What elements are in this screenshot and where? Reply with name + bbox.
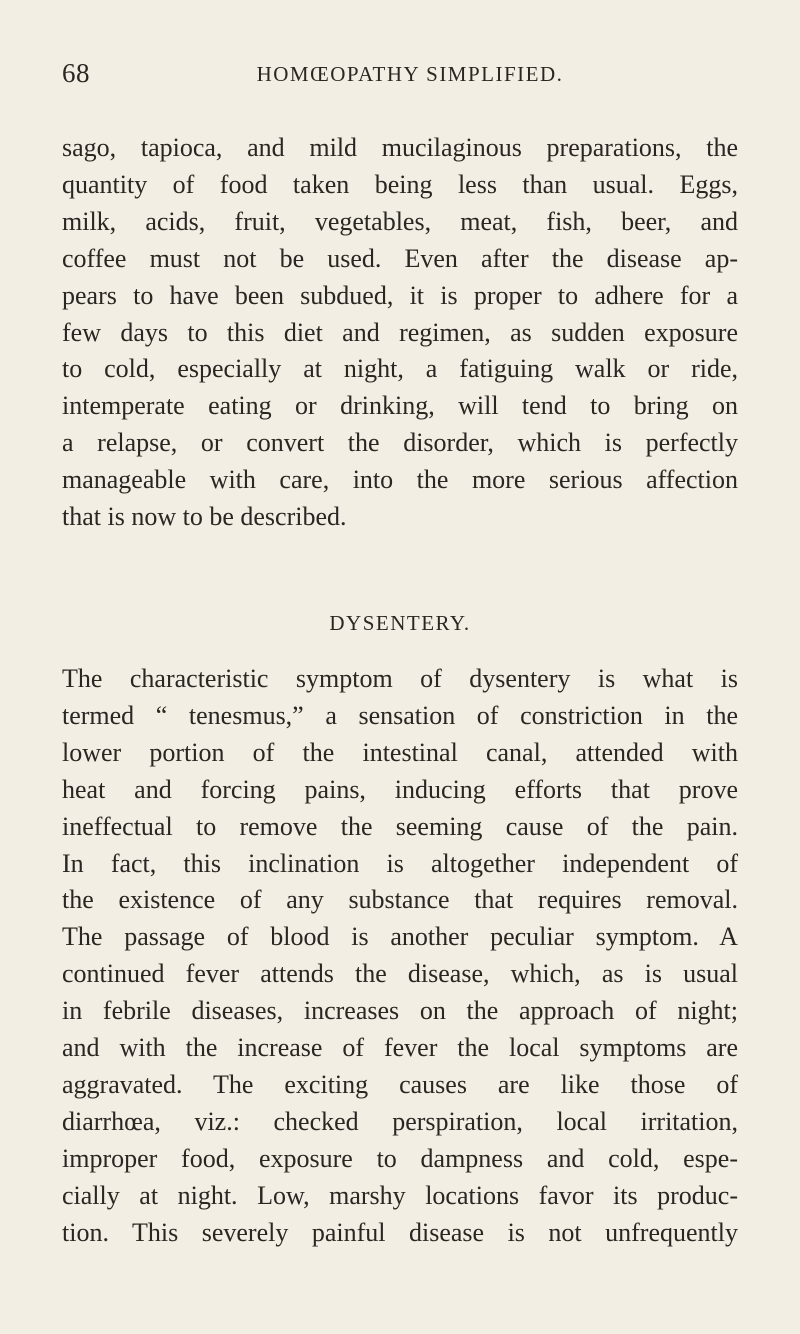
text-line: improper food, exposure to dampness and cold, espe- — [62, 1143, 738, 1173]
text-line: lower portion of the intestinal canal, attended with — [62, 737, 738, 767]
running-title: HOMŒOPATHY SIMPLIFIED. — [256, 62, 564, 86]
text-line: continued fever attends the disease, which, as is usual — [62, 959, 738, 989]
text-line: that is now to be described. — [62, 502, 347, 532]
text-line: cially at night. Low, marshy locations favor its produc- — [62, 1180, 738, 1210]
text-line: manageable with care, into the more serious affection — [62, 465, 738, 495]
page-number: 68 — [62, 58, 90, 88]
paragraph-dysentery — [62, 661, 738, 1252]
text-line: coffee must not be used. Even after the disease ap- — [62, 243, 738, 273]
text-line: the existence of any substance that requires removal. — [62, 885, 738, 915]
text-line: sago, tapioca, and mild mucilaginous preparations, the — [62, 133, 738, 162]
text-line: intemperate eating or drinking, will tend to bring on — [62, 391, 738, 421]
text-line: and with the increase of fever the local symptoms are — [62, 1033, 738, 1063]
paragraph-diet-regimen — [62, 130, 738, 536]
section-heading: DYSENTERY. — [329, 611, 471, 635]
text-line: few days to this diet and regimen, as sudden exposure — [62, 317, 738, 347]
text-line: The characteristic symptom of dysentery is what is — [62, 664, 738, 693]
text-line: termed “ tenesmus,” a sensation of constriction in the — [62, 700, 738, 730]
text-line: milk, acids, fruit, vegetables, meat, fish, beer, and — [62, 206, 738, 236]
text-line: pears to have been subdued, it is proper to adhere for a — [62, 280, 738, 310]
text-line: to cold, especially at night, a fatiguing walk or ride, — [62, 354, 738, 384]
text-line: a relapse, or convert the disorder, which is perfectly — [62, 428, 738, 458]
text-line: quantity of food taken being less than usual. Eggs, — [62, 169, 738, 199]
text-line: aggravated. The exciting causes are like those of — [62, 1069, 738, 1099]
text-line: tion. This severely painful disease is not unfrequently — [62, 1217, 738, 1247]
text-line: heat and forcing pains, inducing efforts that prove — [62, 774, 738, 804]
text-line: ineffectual to remove the seeming cause of the pain. — [62, 811, 738, 841]
text-line: In fact, this inclination is altogether independent of — [62, 848, 738, 878]
page-header — [62, 58, 738, 92]
text-line: The passage of blood is another peculiar symptom. A — [62, 922, 738, 952]
text-line: in febrile diseases, increases on the approach of night; — [62, 996, 738, 1026]
text-line: diarrhœa, viz.: checked perspiration, local irritation, — [62, 1106, 738, 1136]
